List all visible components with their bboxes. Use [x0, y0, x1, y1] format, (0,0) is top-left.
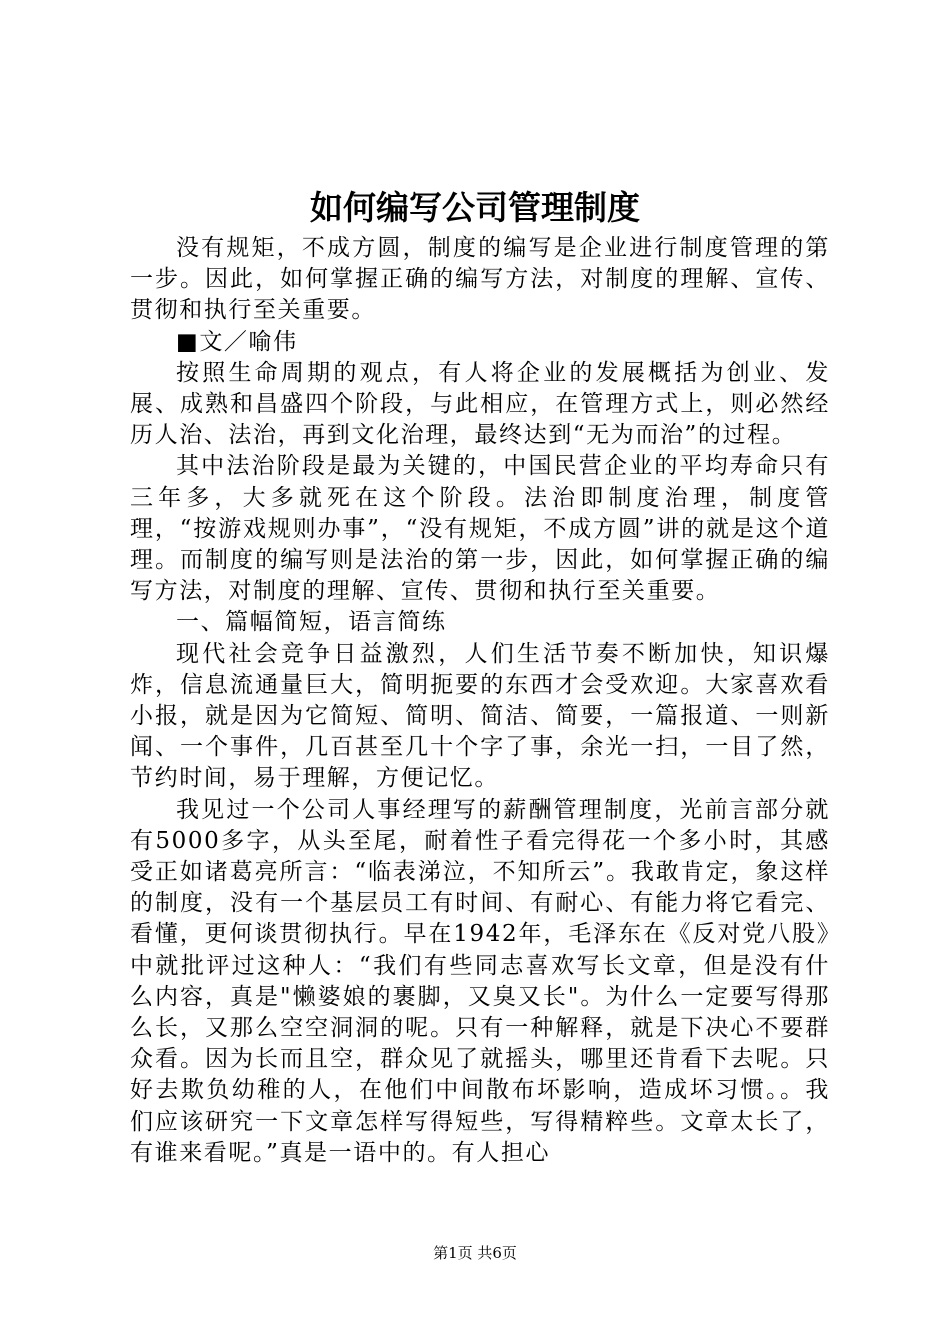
- document-title: 如何编写公司管理制度: [310, 188, 640, 227]
- page-footer: 第1页 共6页: [433, 1244, 517, 1262]
- document-body: [130, 233, 830, 1169]
- author-line: ■文／喻伟: [176, 328, 298, 355]
- paragraph-salary-example: 我见过一个公司人事经理写的薪酬管理制度，光前言部分就有5000多字，从头至尾，耐着性子看完得花一个多小时，其感受正如诸葛亮所言：“临表涕泣，不知所云”。我敢肯定，象这样的制度，没有一个基层员工有时间、有耐心、有能力将它看完、看懂，更何谈贯彻执行。早在1942年，毛泽东在《反对党八股》中就批评过这种人：“我们有些同志喜欢写长文章，但是没有什么内容，真是"懒婆娘的裹脚，又臭又长"。为什么一定要写得那么长，又那么空空洞洞的呢。只有一种解释，就是下决心不要群众看。因为长而且空，群众见了就摇头，哪里还肯看下去呢。只好去欺负幼稚的人，在他们中间散布坏影响，造成坏习惯。。我们应该研究一下文章怎样写得短些，写得精粹些。文章太长了，有谁来看呢。”真是一语中的。有人担心: [130, 796, 830, 1166]
- paragraph-rule-of-law: 其中法治阶段是最为关键的，中国民营企业的平均寿命只有三年多，大多就死在这个阶段。法治即制度治理，制度管理，“按游戏规则办事”，“没有规矩，不成方圆”讲的就是这个道理。而制度的编写则是法治的第一步，因此，如何掌握正确的编写方法，对制度的理解、宣传、贯彻和执行至关重要。: [130, 453, 830, 605]
- paragraph-modern-society: 现代社会竞争日益激烈，人们生活节奏不断加快，知识爆炸，信息流通量巨大，简明扼要的东西才会受欢迎。大家喜欢看小报，就是因为它简短、简明、简洁、简要，一篇报道、一则新闻、一个事件，几百甚至几十个字了事，余光一扫，一目了然，节约时间，易于理解，方便记忆。: [130, 640, 830, 792]
- paragraph-lifecycle: 按照生命周期的观点，有人将企业的发展概括为创业、发展、成熟和昌盛四个阶段，与此相应，在管理方式上，则必然经历人治、法治，再到文化治理，最终达到“无为而治”的过程。: [130, 359, 830, 449]
- section-heading-1: 一、篇幅简短，语言简练: [176, 609, 447, 636]
- paragraph-intro: 没有规矩，不成方圆，制度的编写是企业进行制度管理的第一步。因此，如何掌握正确的编写方法，对制度的理解、宣传、贯彻和执行至关重要。: [130, 235, 830, 324]
